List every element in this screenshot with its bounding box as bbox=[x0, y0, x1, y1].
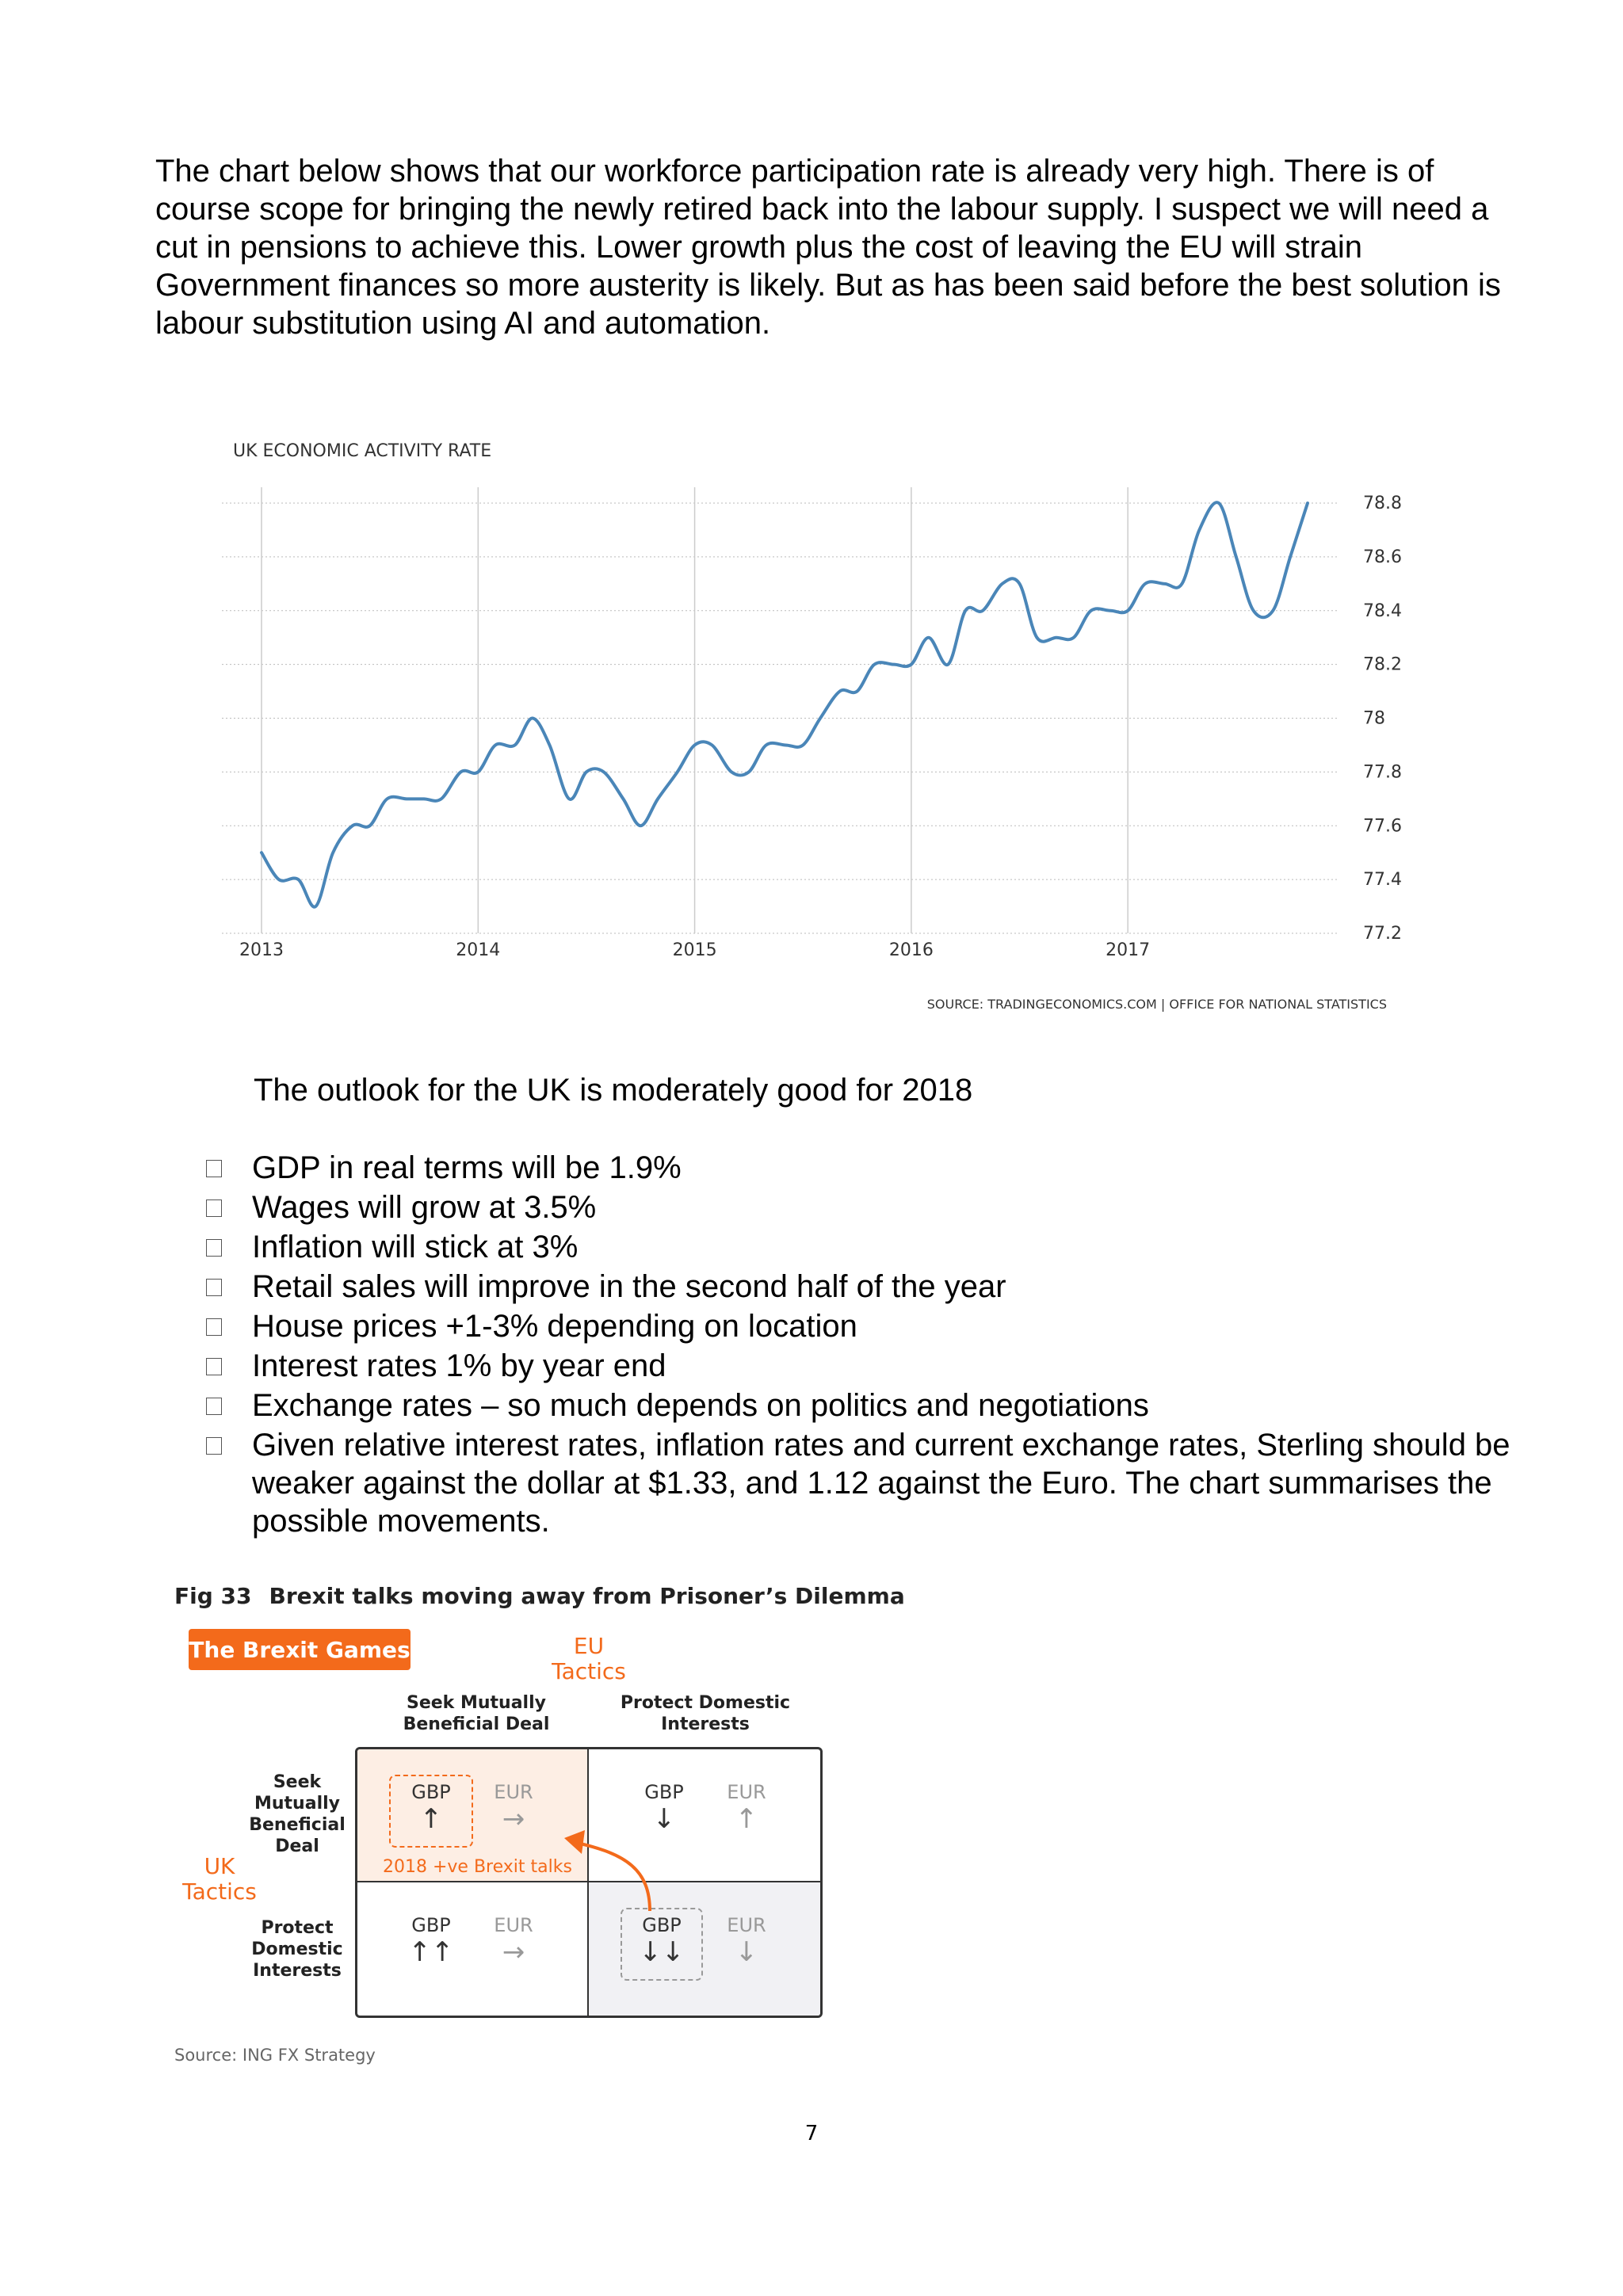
intro-paragraph: The chart below shows that our workforce participation rate is already very high. There is of course scope for bringing the newly retired back into the labour supply. I suspect we will need a cut in pensions to achieve this. Lower growth plus the cost of leaving the EU will strain Government finances so more austerity is likely. But as has been said before the best solution is labour substitution using AI and automation. bbox=[155, 154, 1501, 341]
arrow-up-icon: ↑ bbox=[419, 1803, 443, 1835]
row-header-domestic: Protect Domestic Interests bbox=[251, 1918, 343, 1981]
x-tick-label: 2015 bbox=[672, 940, 717, 960]
list-item bbox=[201, 1149, 1549, 1187]
page-number: 7 bbox=[804, 2122, 819, 2145]
y-tick-label: 78.8 bbox=[1363, 494, 1402, 513]
transition-arrow-icon bbox=[547, 1806, 674, 1917]
figure-number: Fig 33 bbox=[174, 1583, 252, 1609]
list-item bbox=[201, 1188, 1549, 1226]
currency-code: EUR bbox=[494, 1914, 533, 1936]
checkbox-icon bbox=[206, 1160, 222, 1177]
arrow-up-icon: ↑ bbox=[735, 1803, 758, 1835]
gbp-indicator bbox=[626, 1914, 697, 1968]
y-tick-label: 77.6 bbox=[1363, 816, 1402, 837]
gbp-indicator bbox=[395, 1914, 467, 1968]
checkbox-icon bbox=[206, 1318, 222, 1336]
x-tick-label: 2014 bbox=[456, 940, 501, 960]
outlook-list bbox=[201, 1149, 1549, 1542]
list-item bbox=[201, 1307, 1549, 1345]
double-arrow-down-icon: ↓↓ bbox=[639, 1936, 685, 1968]
column-header-mutual: Seek Mutually Beneficial Deal bbox=[403, 1693, 550, 1734]
y-tick-label: 78 bbox=[1363, 708, 1385, 729]
chart-grid bbox=[222, 487, 1339, 933]
column-header-domestic: Protect Domestic Interests bbox=[620, 1693, 791, 1734]
eur-indicator bbox=[478, 1781, 549, 1835]
checkbox-icon bbox=[206, 1358, 222, 1375]
economic-activity-chart bbox=[198, 428, 1419, 1030]
currency-code: GBP bbox=[411, 1914, 451, 1936]
y-tick-label: 78.2 bbox=[1363, 654, 1402, 675]
row-header-mutual: Seek Mutually Beneficial Deal bbox=[249, 1772, 346, 1856]
list-item bbox=[201, 1228, 1549, 1266]
checkbox-icon bbox=[206, 1239, 222, 1257]
figure-caption bbox=[174, 1583, 905, 1609]
currency-code: GBP bbox=[642, 1914, 682, 1936]
arrow-right-icon: → bbox=[502, 1936, 525, 1968]
chart-source: SOURCE: TRADINGECONOMICS.COM | OFFICE FOR NATIONAL STATISTICS bbox=[926, 997, 1387, 1012]
checkbox-icon bbox=[206, 1199, 222, 1217]
list-item-text: House prices +1-3% depending on location bbox=[252, 1309, 857, 1344]
arrow-right-icon: → bbox=[502, 1803, 525, 1835]
list-item-text: Retail sales will improve in the second half of the year bbox=[252, 1269, 1006, 1304]
currency-code: GBP bbox=[644, 1781, 684, 1803]
eur-indicator bbox=[711, 1781, 782, 1835]
list-item-text: Given relative interest rates, inflation rates and current exchange rates, Sterling should be weaker against the dollar at $1.33, and 1.12 against the Euro. The chart summarises the possible movements. bbox=[252, 1428, 1510, 1539]
currency-code: GBP bbox=[411, 1781, 451, 1803]
talks-label: 2018 +ve Brexit talks bbox=[383, 1857, 572, 1877]
double-arrow-up-icon: ↑↑ bbox=[408, 1936, 454, 1968]
checkbox-icon bbox=[206, 1398, 222, 1415]
x-tick-label: 2016 bbox=[888, 940, 934, 960]
x-tick-label: 2013 bbox=[239, 940, 284, 960]
series-line bbox=[262, 502, 1308, 907]
arrow-down-icon: ↓ bbox=[652, 1803, 676, 1835]
gbp-indicator bbox=[395, 1781, 467, 1835]
checkbox-icon bbox=[206, 1437, 222, 1455]
checkbox-icon bbox=[206, 1279, 222, 1296]
list-item bbox=[201, 1386, 1549, 1425]
list-item bbox=[201, 1426, 1549, 1540]
y-tick-label: 77.2 bbox=[1363, 924, 1402, 944]
figure-title: Brexit talks moving away from Prisoner’s Dilemma bbox=[269, 1583, 905, 1609]
y-tick-label: 78.4 bbox=[1363, 601, 1402, 621]
brexit-games-badge: The Brexit Games bbox=[189, 1629, 411, 1670]
list-item-text: Wages will grow at 3.5% bbox=[252, 1190, 597, 1225]
uk-tactics-label: UK Tactics bbox=[182, 1853, 257, 1905]
currency-code: EUR bbox=[727, 1781, 766, 1803]
list-item-text: GDP in real terms will be 1.9% bbox=[252, 1150, 682, 1185]
y-tick-label: 77.8 bbox=[1363, 762, 1402, 783]
list-item bbox=[201, 1268, 1549, 1306]
currency-code: EUR bbox=[727, 1914, 766, 1936]
list-item-text: Interest rates 1% by year end bbox=[252, 1348, 666, 1383]
eu-tactics-label: EU Tactics bbox=[552, 1633, 626, 1684]
arrow-down-icon: ↓ bbox=[735, 1936, 758, 1968]
outlook-heading: The outlook for the UK is moderately good for 2018 bbox=[254, 1073, 973, 1108]
chart-title: UK ECONOMIC ACTIVITY RATE bbox=[233, 441, 492, 461]
y-tick-label: 78.6 bbox=[1363, 547, 1402, 567]
eur-indicator bbox=[711, 1914, 782, 1968]
eur-indicator bbox=[478, 1914, 549, 1968]
x-tick-label: 2017 bbox=[1106, 940, 1151, 960]
y-tick-label: 77.4 bbox=[1363, 870, 1402, 891]
figure-source: Source: ING FX Strategy bbox=[174, 2046, 376, 2065]
chart-svg bbox=[198, 428, 1419, 1030]
currency-code: EUR bbox=[494, 1781, 533, 1803]
list-item-text: Exchange rates – so much depends on politics and negotiations bbox=[252, 1388, 1149, 1423]
y-axis-ticks bbox=[1363, 494, 1402, 944]
x-axis-ticks bbox=[239, 940, 1150, 960]
list-item bbox=[201, 1347, 1549, 1385]
list-item-text: Inflation will stick at 3% bbox=[252, 1230, 579, 1264]
